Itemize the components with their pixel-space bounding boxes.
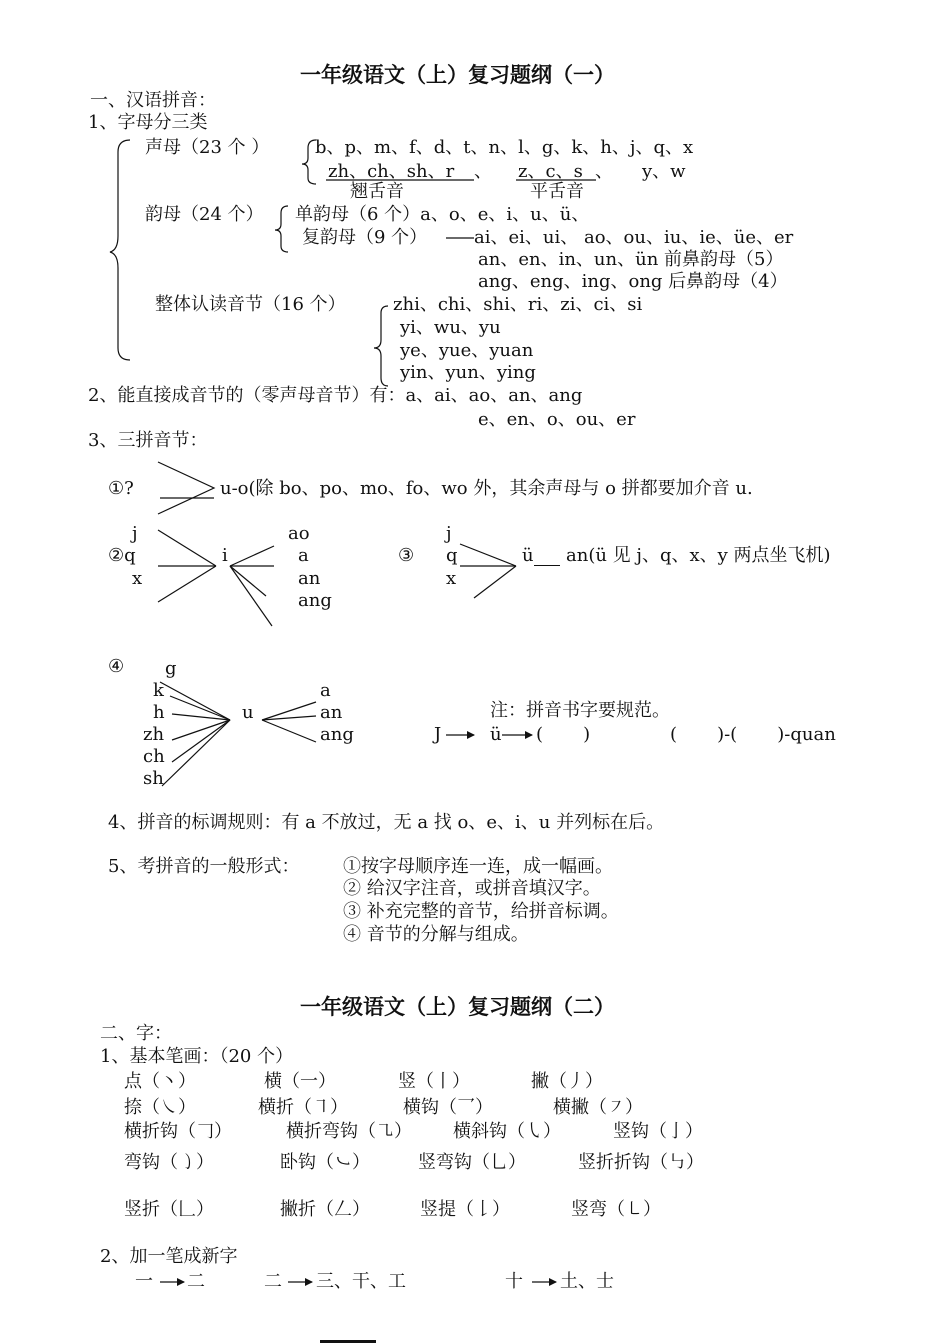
stroke-item: 卧钩（㇃） bbox=[280, 1152, 370, 1173]
shengmu-label: 声母（23 个 ） bbox=[145, 137, 270, 158]
exam-form-item: ② 给汉字注音，或拼音填汉字。 bbox=[343, 878, 601, 899]
stroke-item: 捺（㇏） bbox=[124, 1097, 196, 1118]
exam-form-item: ③ 补充完整的音节，给拼音标调。 bbox=[343, 901, 619, 922]
stroke-item: 竖弯（㇄） bbox=[571, 1199, 661, 1220]
diagram2-q: ②q bbox=[108, 545, 136, 566]
stroke-item: 撇折（𠃋） bbox=[280, 1199, 370, 1220]
fu-yunmu-list: ai、ei、ui、 ao、ou、iu、ie、üe、er bbox=[474, 227, 794, 248]
quan-blanks: ( )-( )-quan bbox=[670, 724, 836, 745]
shengmu-sep2: 、 bbox=[595, 161, 613, 182]
zero-initial-syllables-line2: e、en、o、ou、er bbox=[478, 409, 636, 430]
add-stroke-to: 土、士 bbox=[560, 1271, 614, 1292]
diagram4-right-item: ang bbox=[320, 724, 354, 745]
shengmu-brace bbox=[302, 140, 316, 184]
back-nasal-finals: ang、eng、ing、ong 后鼻韵母（4） bbox=[478, 271, 788, 292]
diagram3-text: an(ü 见 j、q、x、y 两点坐飞机) bbox=[566, 545, 831, 566]
diagram2-ao: ao bbox=[288, 523, 310, 544]
exam-form-item: ④ 音节的分解与组成。 bbox=[343, 924, 529, 945]
diagram4-left-item: sh bbox=[143, 768, 164, 789]
stroke-item: 横钩（乛） bbox=[403, 1097, 493, 1118]
stroke-item: 弯钩（㇁） bbox=[124, 1152, 214, 1173]
zhengti-brace bbox=[374, 306, 388, 386]
stroke-item: 横斜钩（㇂） bbox=[453, 1121, 561, 1142]
subsection-heading-letters: 1、字母分三类 bbox=[88, 112, 208, 133]
shengmu-yw: y、w bbox=[642, 161, 686, 182]
yunmu-label: 韵母（24 个） bbox=[145, 204, 264, 225]
stroke-item: 竖折（𠃊） bbox=[124, 1199, 214, 1220]
section-heading-pinyin: 一、汉语拼音： bbox=[90, 90, 216, 111]
diagram4-right-item: an bbox=[320, 702, 343, 723]
add-stroke-from: 二 bbox=[264, 1271, 282, 1292]
stroke-item: 竖（丨） bbox=[398, 1071, 470, 1092]
diagram2-x: x bbox=[132, 568, 143, 589]
add-stroke-from: 十 bbox=[505, 1271, 523, 1292]
page-title-2: 一年级语文（上）复习题纲（二） bbox=[300, 994, 615, 1019]
stroke-item: 横撇（㇇） bbox=[553, 1097, 643, 1118]
diagram3-number: ③ bbox=[398, 545, 415, 566]
diagram4-left-item: zh bbox=[143, 724, 165, 745]
shengmu-sep1: 、 bbox=[474, 161, 492, 182]
tone-rule: 4、拼音的标调规则：有 a 不放过，无 a 找 o、e、i、u 并列标在后。 bbox=[108, 812, 665, 833]
zhengti-row4: yin、yun、ying bbox=[400, 362, 536, 383]
add-stroke-from: 一 bbox=[135, 1271, 153, 1292]
diagram2-an: an bbox=[298, 568, 321, 589]
stroke-item: 竖弯钩（乚） bbox=[418, 1152, 526, 1173]
stroke-item: 横折弯钩（㇈） bbox=[286, 1121, 412, 1142]
stroke-item: 竖钩（亅） bbox=[613, 1121, 703, 1142]
fu-yunmu-label: 复韵母（9 个） bbox=[302, 227, 428, 248]
big-brace bbox=[110, 140, 130, 360]
diagram4-number: ④ bbox=[108, 656, 125, 677]
front-nasal-finals: an、en、in、un、ün 前鼻韵母（5） bbox=[478, 249, 784, 270]
yunmu-brace bbox=[275, 206, 288, 252]
stroke-item: 横折钩（𠃌） bbox=[124, 1121, 232, 1142]
diagram2-ang: ang bbox=[298, 590, 332, 611]
diagram2-i: i bbox=[222, 545, 228, 566]
exam-forms-label: 5、考拼音的一般形式： bbox=[108, 856, 300, 877]
exam-form-item: ①按字母顺序连一连，成一幅画。 bbox=[343, 856, 613, 877]
stroke-item: 点（丶） bbox=[124, 1071, 196, 1092]
diagram4-left-item: ch bbox=[143, 746, 165, 767]
shengmu-z-group: z、c、s bbox=[518, 161, 583, 182]
diagram4-left-item: g bbox=[165, 658, 177, 679]
shengmu-row1: b、p、m、f、d、t、n、l、g、k、h、j、q、x bbox=[315, 137, 694, 158]
quan-j: J bbox=[434, 724, 442, 745]
diagram4-u: u bbox=[242, 702, 254, 723]
add-stroke-to: 三、干、工 bbox=[316, 1271, 406, 1292]
qiao-she-yin-label: 翘舌音 bbox=[350, 181, 404, 202]
diagram4-right-item: a bbox=[320, 680, 331, 701]
zhengti-row3: ye、yue、yuan bbox=[400, 340, 534, 361]
stroke-item: 撇（丿） bbox=[531, 1071, 603, 1092]
section-heading-characters: 二、字： bbox=[100, 1023, 172, 1044]
strokes-heading: 1、基本笔画：（20 个） bbox=[100, 1046, 294, 1067]
add-stroke-to: 二 bbox=[187, 1271, 205, 1292]
dan-yunmu: 单韵母（6 个）a、o、e、i、u、ü、 bbox=[295, 204, 590, 225]
quan-blank1: ( ) bbox=[536, 724, 591, 745]
diagram3-x: x bbox=[446, 568, 457, 589]
stroke-item: 横折（㇕） bbox=[258, 1097, 348, 1118]
ping-she-yin-label: 平舌音 bbox=[530, 181, 584, 202]
diagram1-text: u-o(除 bo、po、mo、fo、wo 外，其余声母与 o 拼都要加介音 u. bbox=[220, 478, 753, 499]
diagram3-q: q bbox=[446, 545, 458, 566]
zhengti-label: 整体认读音节（16 个） bbox=[155, 294, 346, 315]
page-title: 一年级语文（上）复习题纲（一） bbox=[300, 62, 615, 87]
diagram3-u-umlaut: ü bbox=[522, 545, 534, 566]
zero-initial-syllables: 2、能直接成音节的（零声母音节）有：a、ai、ao、an、ang bbox=[88, 385, 583, 406]
diagram4-left-item: k bbox=[153, 680, 164, 701]
quan-u-umlaut: ü bbox=[490, 724, 502, 745]
diagram2-j: j bbox=[132, 523, 138, 544]
diagram3-j: j bbox=[446, 523, 452, 544]
diagram4-left-item: h bbox=[153, 702, 165, 723]
shengmu-zh-group: zh、ch、sh、r bbox=[328, 161, 455, 182]
diagram2-a: a bbox=[298, 545, 309, 566]
zhengti-row2: yi、wu、yu bbox=[400, 317, 501, 338]
diagram1-number: ①? bbox=[108, 478, 134, 499]
stroke-item: 竖折折钩（㇉） bbox=[578, 1152, 704, 1173]
zhengti-row1: zhi、chi、shi、ri、zi、ci、si bbox=[393, 294, 643, 315]
add-stroke-heading: 2、加一笔成新字 bbox=[100, 1246, 238, 1267]
stroke-item: 竖提（𠄌） bbox=[420, 1199, 510, 1220]
stroke-item: 横（一） bbox=[264, 1071, 336, 1092]
three-part-heading: 3、三拼音节： bbox=[88, 430, 208, 451]
pinyin-note: 注：拼音书字要规范。 bbox=[490, 700, 670, 721]
